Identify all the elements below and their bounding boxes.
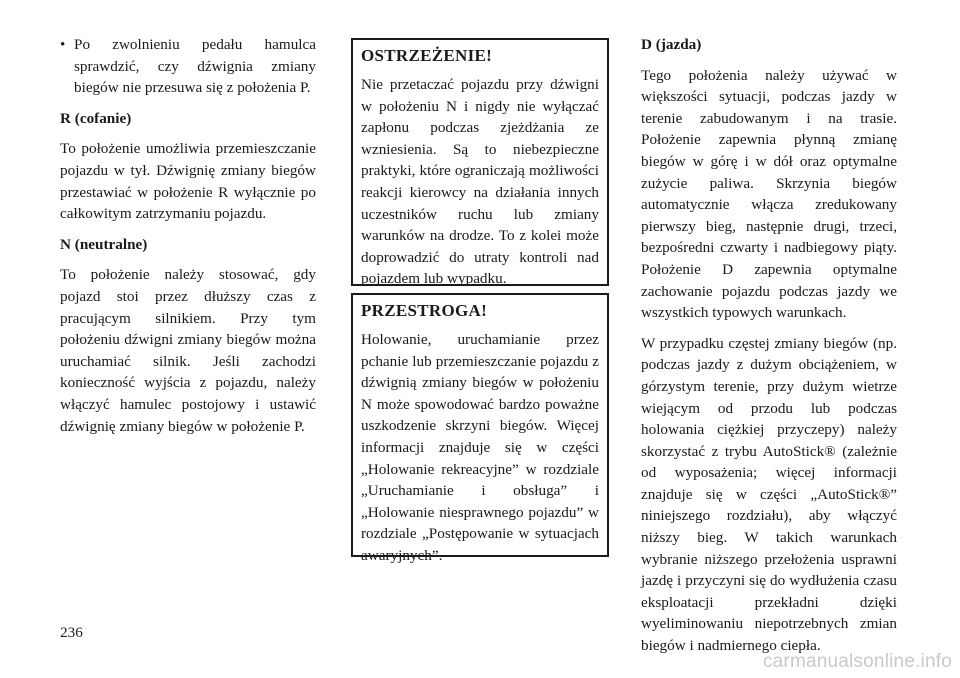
warning-box xyxy=(351,38,609,286)
left-column xyxy=(60,34,316,446)
warning-text: Nie przetaczać pojazdu przy dźwigni w położeniu N i nigdy nie wyłączać zapłonu podczas zjeżdżania ze wzniesienia. Są to niebezpieczne praktyki, które ograniczają możliwości reakcji kierowcy na działania innych uczestników ruchu lub zmiany warunków na drodze. To z kolei może doprowadzić do utraty kontroli nad pojazdem lub wypadku. xyxy=(361,76,599,288)
r-heading: R (cofanie) xyxy=(60,109,132,127)
caution-text: Holowanie, uruchamianie przez pchanie lub przemieszczanie pojazdu z dźwignią zmiany biegów w położeniu N może spowodować bardzo poważne uszkodzenie skrzyni biegów. Więcej informacji znajduje się w części „Holowanie rekreacyjne” w rozdziale „Uruchamianie i obsługa” i „Holowanie niesprawnego pojazdu” w rozdziale „Postępowanie w sytuacjach awaryjnych”. xyxy=(361,331,599,564)
autostick-paragraph: W przypadku częstej zmiany biegów (np. podczas jazdy z dużym obciążeniem, w górzystym terenie, przy dużym wietrze wiejącym od przodu lub podczas holowania ciężkiej przyczepy) należy skorzystać z trybu AutoStick® (zależnie od wyposażenia; więcej informacji znajduje się w części „AutoStick®” niniejszego rozdziału), aby włączyć niższy bieg. W takich warunkach wybranie niższego przełożenia usprawni jazdę i przyczyni się do wydłużenia czasu eksploatacji przekładni dzięki wyeliminowaniu niepotrzebnych zmian biegów i nadmiernego ciepła. xyxy=(641,334,897,655)
warning-title: OSTRZEŻENIE! xyxy=(361,46,493,65)
bullet-dot-icon: • xyxy=(60,36,66,53)
bullet-item xyxy=(60,34,316,99)
right-column xyxy=(641,34,897,666)
d-heading: D (jazda) xyxy=(641,36,702,53)
caution-title: PRZESTROGA! xyxy=(361,301,488,320)
watermark: carmanualsonline.info xyxy=(762,651,952,672)
n-heading: N (neutralne) xyxy=(60,235,148,253)
page-number: 236 xyxy=(60,624,83,641)
r-paragraph: To położenie umożliwia przemieszczanie pojazdu w tył. Dźwignię zmiany biegów przestawiać w położenie R wyłącznie po całkowitym zatrzymaniu pojazdu. xyxy=(60,140,316,223)
d-paragraph: Tego położenia należy używać w większości sytuacji, podczas jazdy w terenie zabudowanym i na trasie. Położenie zapewnia płynną zmianę biegów w górę i w dół oraz optymalne zużycie paliwa. Skrzynia biegów automatycznie włącza zredukowany pierwszy bieg, następnie drugi, trzeci, bezpośredni czwarty i nadbiegowy piąty. Położenie D zapewnia optymalne zachowanie pojazdu podczas jazdy we wszystkich typowych warunkach. xyxy=(641,66,897,322)
bullet-text: Po zwolnieniu pedału hamulca sprawdzić, czy dźwignia zmiany biegów nie przesuwa się z położenia P. xyxy=(74,36,316,97)
n-paragraph: To położenie należy stosować, gdy pojazd stoi przez dłuższy czas z pracującym silnikiem. Przy tym położeniu dźwigni zmiany biegów można uruchamiać silnik. Jeśli zachodzi konieczność wyjścia z pojazdu, należy włączyć hamulec postojowy i ustawić dźwignię zmiany biegów w położenie P. xyxy=(60,266,316,435)
caution-box xyxy=(351,293,609,564)
